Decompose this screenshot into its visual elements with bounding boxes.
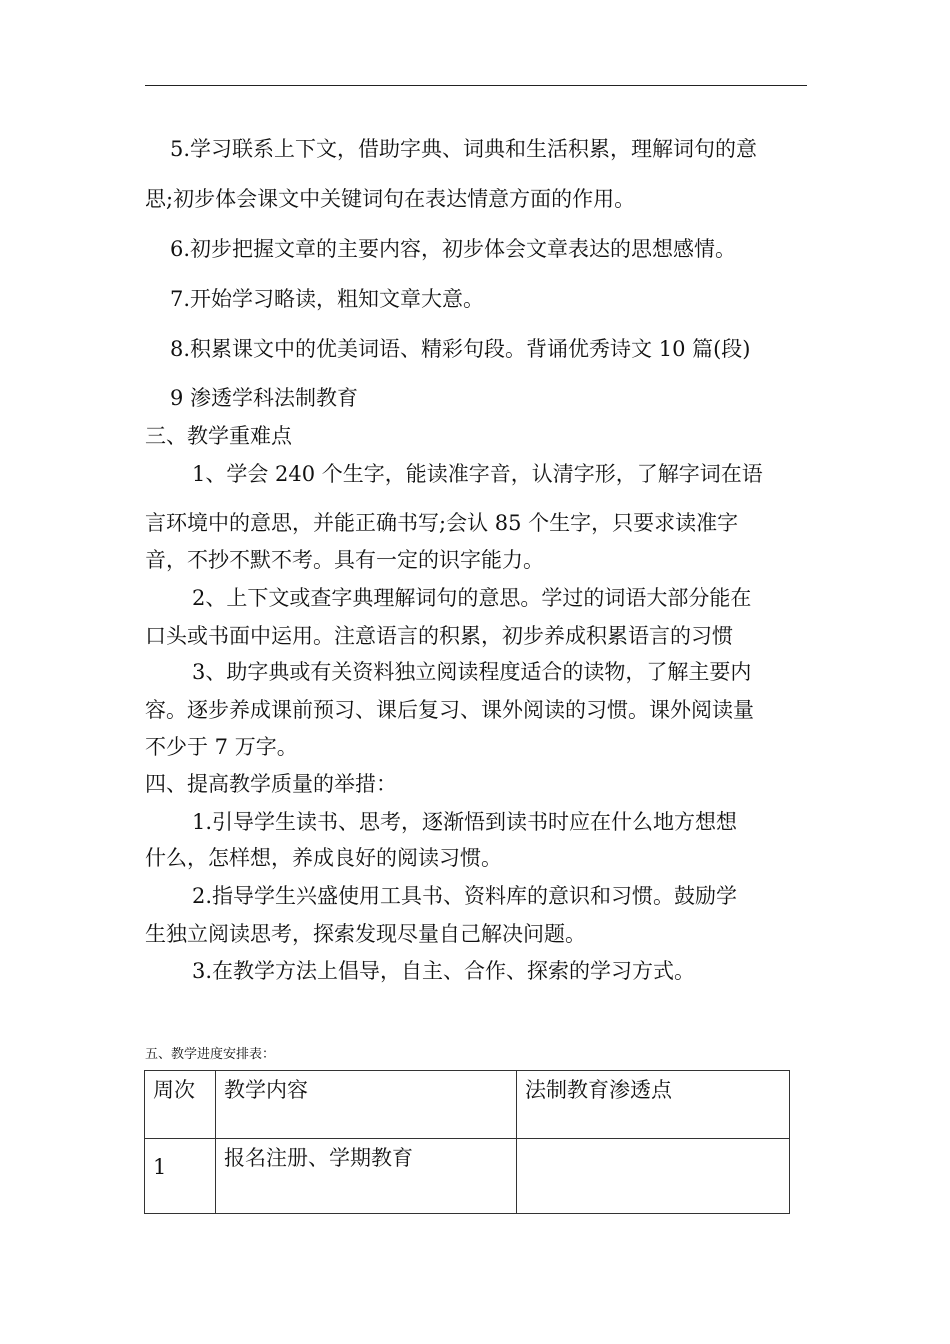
text-line: 7.开始学习略读，粗知文章大意。	[170, 287, 485, 311]
table-cell: 报名注册、学期教育	[216, 1139, 517, 1214]
header-cell: 法制教育渗透点	[517, 1071, 790, 1139]
text-line: 3、助字典或有关资料独立阅读程度适合的读物，了解主要内	[192, 660, 752, 684]
section-heading: 四、提高教学质量的举措：	[145, 772, 397, 796]
text-line: 什么，怎样想，养成良好的阅读习惯。	[145, 846, 502, 870]
schedule-table	[144, 1070, 790, 1214]
text-line: 6.初步把握文章的主要内容，初步体会文章表达的思想感情。	[170, 237, 737, 261]
table-header-row	[145, 1071, 790, 1139]
text-line: 2.指导学生兴盛使用工具书、资料库的意识和习惯。鼓励学	[192, 884, 738, 908]
table-cell: 1	[145, 1139, 216, 1214]
table-row	[145, 1139, 790, 1214]
table-caption: 五、教学进度安排表：	[145, 1047, 276, 1062]
text-line: 8.积累课文中的优美词语、精彩句段。背诵优秀诗文 10 篇(段)	[170, 337, 751, 361]
text-line: 音，不抄不默不考。具有一定的识字能力。	[145, 548, 544, 572]
text-line: 1、学会 240 个生字，能读准字音，认清字形，了解字词在语	[192, 462, 763, 486]
table-cell	[517, 1139, 790, 1214]
text-line: 言环境中的意思，并能正确书写;会认 85 个生字，只要求读准字	[145, 511, 739, 535]
text-line: 5.学习联系上下文，借助字典、词典和生活积累，理解词句的意	[170, 137, 758, 161]
text-line: 不少于 7 万字。	[145, 735, 298, 759]
text-line: 3.在教学方法上倡导，自主、合作、探索的学习方式。	[192, 959, 696, 983]
header-cell: 周次	[145, 1071, 216, 1139]
text-line: 2、上下文或查字典理解词句的意思。学过的词语大部分能在	[192, 586, 752, 610]
text-line: 口头或书面中运用。注意语言的积累，初步养成积累语言的习惯	[145, 624, 733, 648]
text-line: 思;初步体会课文中关键词句在表达情意方面的作用。	[145, 187, 636, 211]
section-heading: 三、教学重难点	[145, 424, 292, 448]
text-line: 1.引导学生读书、思考，逐渐悟到读书时应在什么地方想想	[192, 810, 738, 834]
text-line: 生独立阅读思考，探索发现尽量自己解决问题。	[145, 922, 586, 946]
header-rule	[145, 85, 807, 86]
text-line: 容。逐步养成课前预习、课后复习、课外阅读的习惯。课外阅读量	[145, 698, 754, 722]
text-line: 9 渗透学科法制教育	[170, 386, 359, 410]
header-cell: 教学内容	[216, 1071, 517, 1139]
